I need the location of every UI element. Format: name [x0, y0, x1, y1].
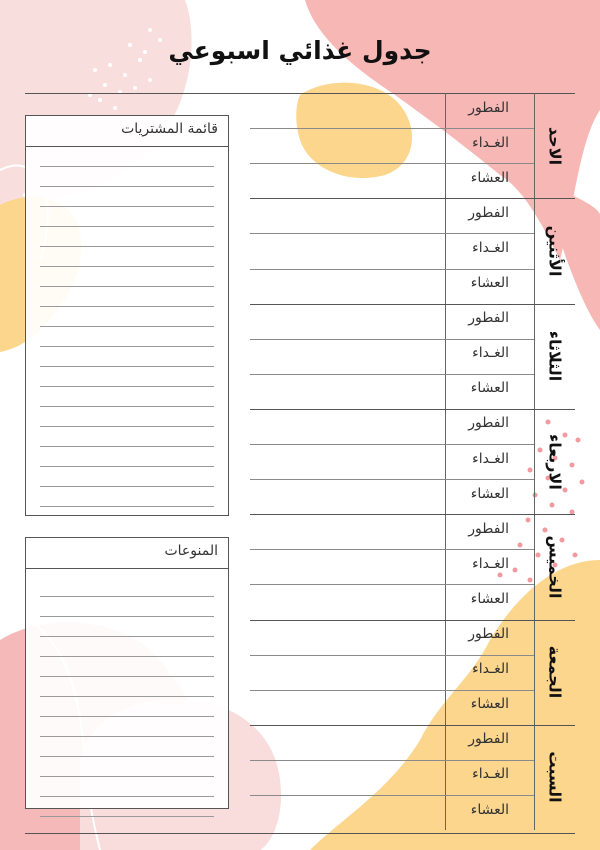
writing-line — [40, 406, 214, 407]
meal-label-dinner: العشاء — [470, 696, 509, 713]
meal-label-dinner: العشاء — [470, 801, 509, 818]
writing-line — [40, 486, 214, 487]
day-writing-line — [250, 339, 445, 340]
meal-label-dinner: العشاء — [470, 169, 509, 186]
writing-line — [40, 796, 214, 797]
writing-line — [40, 186, 214, 187]
shopping-list-box — [25, 115, 229, 516]
writing-line — [40, 466, 214, 467]
day-writing-line — [250, 760, 445, 761]
meal-label-dinner: العشاء — [470, 590, 509, 607]
meal-label-dinner: العشاء — [470, 275, 509, 292]
writing-line — [40, 446, 214, 447]
meal-label-breakfast: الفطور — [468, 204, 509, 221]
meal-label-dinner: العشاء — [470, 380, 509, 397]
meal-label-breakfast: الفطور — [468, 415, 509, 432]
writing-line — [40, 386, 214, 387]
right-pink-bump — [560, 190, 600, 330]
day-writing-line — [250, 128, 445, 129]
day-writing-line — [250, 655, 445, 656]
day-separator — [250, 198, 575, 199]
writing-line — [40, 676, 214, 677]
writing-line — [40, 206, 214, 207]
meal-label-lunch: الغـداء — [472, 766, 509, 783]
meal-label-lunch: الغـداء — [472, 239, 509, 256]
grid-bottom-border — [25, 833, 575, 834]
meal-label-lunch: الغـداء — [472, 555, 509, 572]
day-label: الأثنين — [545, 225, 564, 277]
day-writing-line — [250, 233, 445, 234]
meal-label-lunch: الغـداء — [472, 134, 509, 151]
writing-line — [40, 346, 214, 347]
day-separator — [250, 304, 575, 305]
day-separator — [250, 725, 575, 726]
writing-line — [40, 716, 214, 717]
meal-separator — [250, 269, 534, 270]
writing-line — [40, 756, 214, 757]
meal-label-breakfast: الفطور — [468, 731, 509, 748]
meal-label-breakfast: الفطور — [468, 626, 509, 643]
meal-label-breakfast: الفطور — [468, 99, 509, 116]
writing-line — [40, 656, 214, 657]
meal-separator — [250, 690, 534, 691]
day-writing-line — [250, 549, 445, 550]
day-label: السبت — [545, 751, 564, 804]
meal-column-divider — [445, 93, 446, 830]
meal-separator — [250, 584, 534, 585]
writing-line — [40, 776, 214, 777]
writing-line — [40, 816, 214, 817]
meal-label-lunch: الغـداء — [472, 661, 509, 678]
writing-line — [40, 226, 214, 227]
meal-label-breakfast: الفطور — [468, 520, 509, 537]
day-writing-line — [250, 444, 445, 445]
misc-title: المنوعات — [164, 543, 218, 559]
writing-line — [40, 246, 214, 247]
day-separator — [250, 514, 575, 515]
writing-line — [40, 326, 214, 327]
writing-line — [40, 306, 214, 307]
meal-separator — [250, 374, 534, 375]
writing-line — [40, 736, 214, 737]
shopping-list-header-divider — [26, 146, 228, 147]
meal-separator — [250, 479, 534, 480]
day-label: الاحد — [545, 126, 564, 165]
writing-line — [40, 426, 214, 427]
page-title: جدول غذائي اسبوعي — [168, 36, 432, 65]
writing-line — [40, 506, 214, 507]
day-label: الثلاثاء — [545, 331, 564, 382]
writing-line — [40, 636, 214, 637]
day-column-divider — [534, 93, 535, 830]
meal-label-dinner: العشاء — [470, 485, 509, 502]
writing-line — [40, 286, 214, 287]
misc-box — [25, 537, 229, 809]
writing-line — [40, 366, 214, 367]
writing-line — [40, 596, 214, 597]
shopping-list-title: قائمة المشتريات — [121, 121, 218, 137]
day-separator — [250, 620, 575, 621]
meal-label-lunch: الغـداء — [472, 345, 509, 362]
day-label: الجمعة — [545, 645, 564, 699]
grid-top-border — [25, 93, 575, 94]
day-separator — [250, 409, 575, 410]
writing-line — [40, 166, 214, 167]
writing-line — [40, 696, 214, 697]
meal-label-breakfast: الفطور — [468, 310, 509, 327]
writing-line — [40, 266, 214, 267]
writing-line — [40, 616, 214, 617]
meal-label-lunch: الغـداء — [472, 450, 509, 467]
day-label: الخميس — [545, 535, 564, 599]
meal-separator — [250, 163, 534, 164]
misc-header-divider — [26, 568, 228, 569]
day-label: الاربعاء — [545, 433, 564, 490]
meal-separator — [250, 795, 534, 796]
